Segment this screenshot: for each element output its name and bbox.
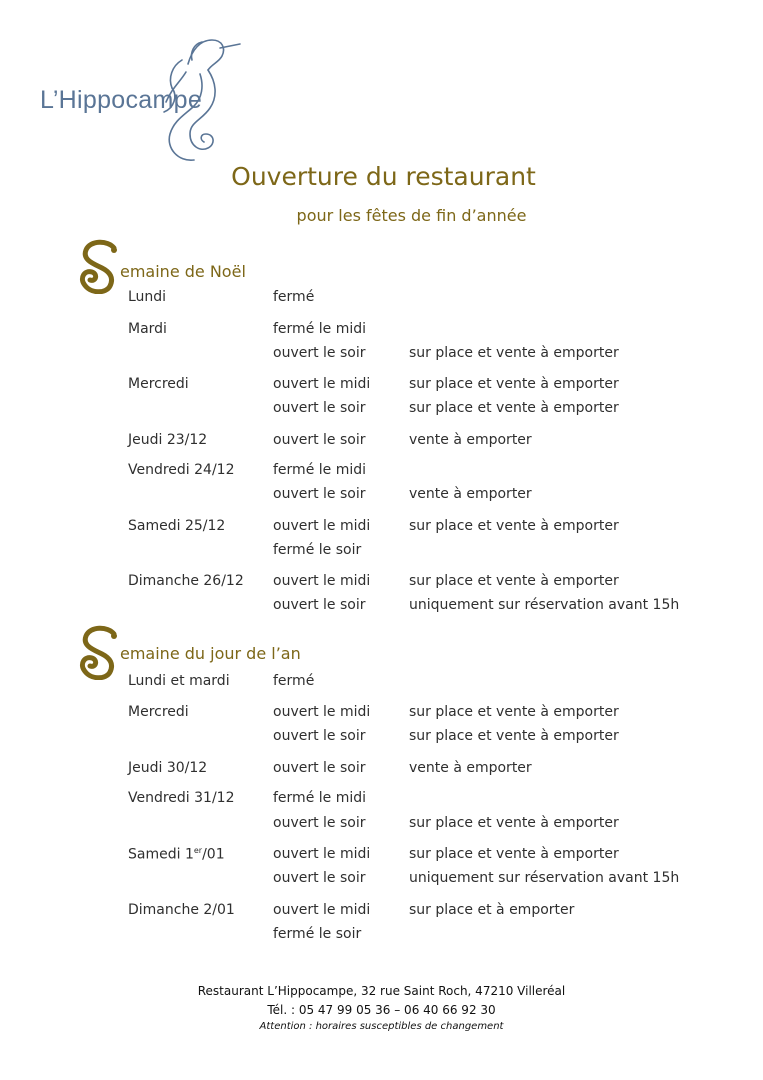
service-note: sur place et vente à emporter	[409, 815, 619, 831]
service-note: sur place et vente à emporter	[409, 400, 619, 416]
service-note: vente à emporter	[409, 486, 532, 502]
service-note: sur place et vente à emporter	[409, 345, 619, 361]
schedule-row	[0, 870, 763, 890]
time-slot: ouvert le midi	[273, 518, 371, 534]
day-label: Lundi et mardi	[128, 673, 230, 689]
day-label: Mercredi	[128, 376, 189, 392]
service-note: vente à emporter	[409, 760, 532, 776]
time-slot: ouvert le soir	[273, 728, 366, 744]
service-note: sur place et vente à emporter	[409, 573, 619, 589]
brand-logo-text: L’Hippocampe	[40, 86, 203, 114]
service-note: sur place et vente à emporter	[409, 376, 619, 392]
schedule-row	[0, 486, 763, 506]
schedule-row	[0, 321, 763, 341]
time-slot: ouvert le soir	[273, 870, 366, 886]
service-note: sur place et vente à emporter	[409, 846, 619, 862]
time-slot: fermé le midi	[273, 790, 367, 806]
schedule-row	[0, 289, 763, 309]
time-slot: ouvert le soir	[273, 400, 366, 416]
time-slot: fermé	[273, 673, 315, 689]
day-label: Dimanche 2/01	[128, 902, 235, 918]
schedule-row	[0, 518, 763, 538]
time-slot: fermé le midi	[273, 462, 367, 478]
footer-phone: Tél. : 05 47 99 05 36 – 06 40 66 92 30	[267, 1003, 496, 1017]
time-slot: fermé	[273, 289, 315, 305]
day-label: Jeudi 23/12	[128, 432, 208, 448]
schedule-row	[0, 926, 763, 946]
schedule-row	[0, 462, 763, 482]
day-label: Mardi	[128, 321, 167, 337]
time-slot: ouvert le midi	[273, 376, 371, 392]
day-label: Samedi 25/12	[128, 518, 226, 534]
day-label: Dimanche 26/12	[128, 573, 244, 589]
footer-notice: Attention : horaires susceptibles de changement	[259, 1021, 504, 1032]
schedule-row	[0, 846, 763, 866]
service-note: sur place et à emporter	[409, 902, 575, 918]
day-label: Mercredi	[128, 704, 189, 720]
time-slot: fermé le soir	[273, 542, 362, 558]
time-slot: ouvert le midi	[273, 846, 371, 862]
page-subtitle: pour les fêtes de fin d’année	[296, 206, 527, 225]
day-label: Vendredi 24/12	[128, 462, 235, 478]
time-slot: fermé le soir	[273, 926, 362, 942]
service-note: vente à emporter	[409, 432, 532, 448]
day-label	[128, 846, 225, 863]
day-label: Jeudi 30/12	[128, 760, 208, 776]
time-slot: fermé le midi	[273, 321, 367, 337]
schedule-row	[0, 432, 763, 452]
schedule-row	[0, 790, 763, 810]
service-note: uniquement sur réservation avant 15h	[409, 870, 680, 886]
ordinal-suffix: er	[193, 846, 203, 855]
schedule-row	[0, 376, 763, 396]
schedule-row	[0, 728, 763, 748]
day-label: Lundi	[128, 289, 167, 305]
day-label: Vendredi 31/12	[128, 790, 235, 806]
time-slot: ouvert le soir	[273, 345, 366, 361]
day-label-main: Samedi 1	[128, 846, 194, 863]
service-note: sur place et vente à emporter	[409, 704, 619, 720]
schedule-row	[0, 573, 763, 593]
schedule-row	[0, 542, 763, 562]
time-slot: ouvert le soir	[273, 760, 366, 776]
footer-address: Restaurant L’Hippocampe, 32 rue Saint Roch, 47210 Villeréal	[197, 984, 566, 998]
time-slot: ouvert le midi	[273, 704, 371, 720]
service-note: sur place et vente à emporter	[409, 518, 619, 534]
schedule-row	[0, 704, 763, 724]
schedule-row	[0, 597, 763, 617]
schedule-row	[0, 815, 763, 835]
schedule-row	[0, 673, 763, 693]
time-slot: ouvert le soir	[273, 815, 366, 831]
time-slot: ouvert le midi	[273, 573, 371, 589]
schedule-row	[0, 400, 763, 420]
schedule-row	[0, 902, 763, 922]
time-slot: ouvert le midi	[273, 902, 371, 918]
service-note: uniquement sur réservation avant 15h	[409, 597, 680, 613]
service-note: sur place et vente à emporter	[409, 728, 619, 744]
time-slot: ouvert le soir	[273, 432, 366, 448]
page-title: Ouverture du restaurant	[231, 162, 536, 191]
schedule-row	[0, 345, 763, 365]
time-slot: ouvert le soir	[273, 486, 366, 502]
ornate-s-icon	[78, 238, 124, 294]
day-label-tail: /01	[202, 846, 225, 863]
schedule-row	[0, 760, 763, 780]
time-slot: ouvert le soir	[273, 597, 366, 613]
section-title: emaine de Noël	[120, 262, 246, 281]
ornate-s-icon	[78, 624, 124, 680]
section-title: emaine du jour de l’an	[120, 644, 301, 663]
